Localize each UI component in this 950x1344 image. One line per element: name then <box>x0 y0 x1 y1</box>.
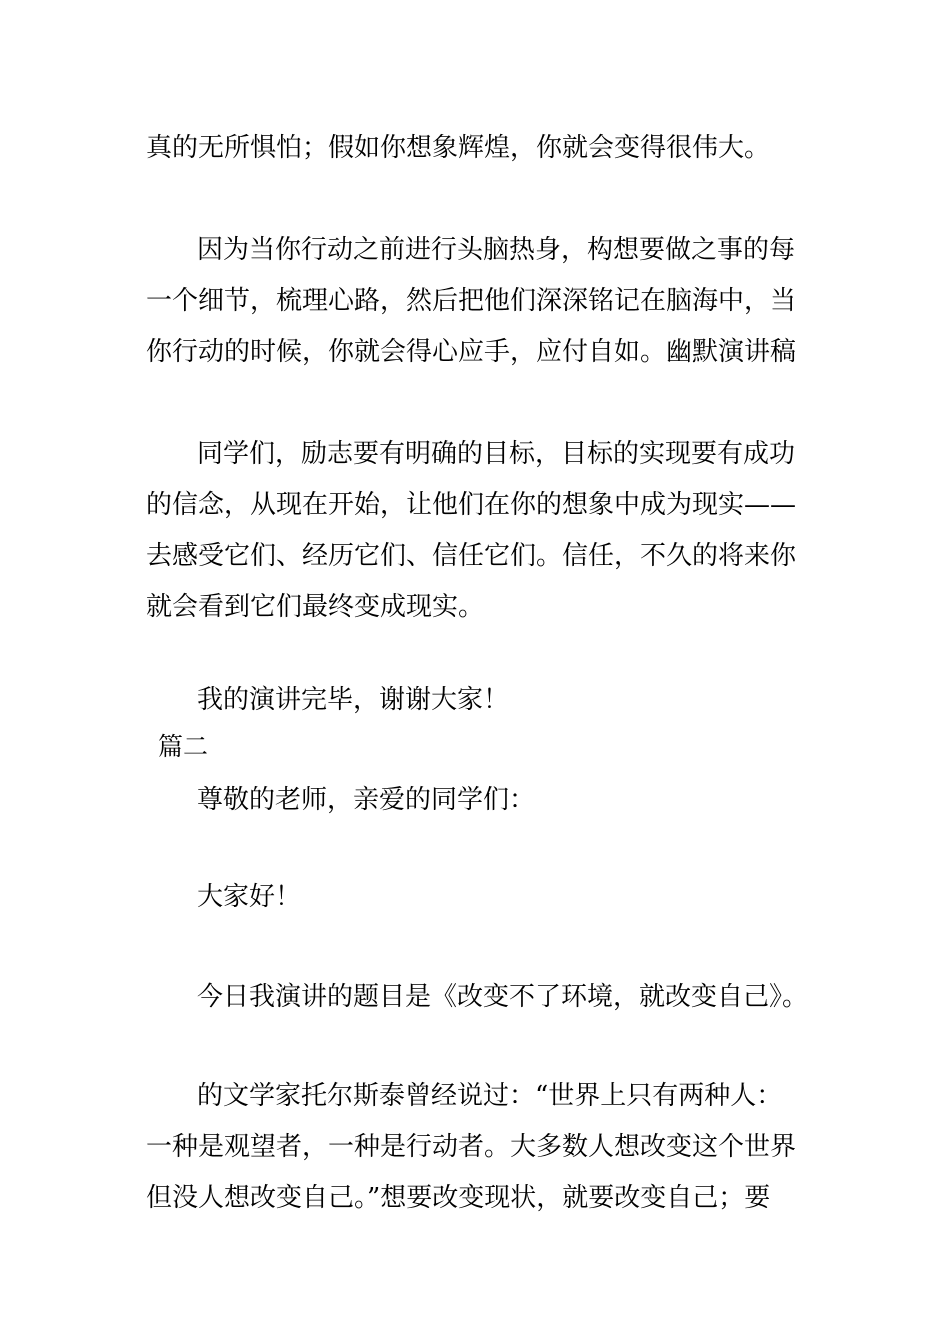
paragraph-8-line-1: 的文学家托尔斯泰曾经说过：“世界上只有两种人： <box>197 1081 783 1111</box>
paragraph-3-line-4: 就会看到它们最终变成现实。 <box>146 592 485 622</box>
paragraph-6-line-1: 大家好！ <box>197 882 302 912</box>
paragraph-8-line-3: 但没人想改变自己。”想要改变现状，就要改变自己；要 <box>146 1183 771 1213</box>
paragraph-2-line-3: 你行动的时候，你就会得心应手，应付自如。幽默演讲稿 <box>146 337 797 367</box>
paragraph-1-line-1: 真的无所惧怕；假如你想象辉煌，你就会变得很伟大。 <box>146 133 771 163</box>
paragraph-3-line-1: 同学们，励志要有明确的目标，目标的实现要有成功 <box>197 439 796 469</box>
paragraph-3-line-2: 的信念，从现在开始，让他们在你的想象中成为现实—— <box>146 490 797 520</box>
paragraph-2-line-1: 因为当你行动之前进行头脑热身，构想要做之事的每 <box>197 235 796 265</box>
paragraph-4-line-1: 我的演讲完毕，谢谢大家！ <box>197 685 510 715</box>
paragraph-3-line-3: 去感受它们、经历它们、信任它们。信任，不久的将来你 <box>146 541 797 571</box>
paragraph-7-line-1: 今日我演讲的题目是《改变不了环境，就改变自己》。 <box>197 982 809 1012</box>
paragraph-5-line-1: 尊敬的老师，亲爱的同学们： <box>197 785 536 815</box>
paragraph-2-line-2: 一个细节，梳理心路，然后把他们深深铭记在脑海中，当 <box>146 286 797 316</box>
section-heading: 篇二 <box>158 732 209 761</box>
paragraph-8-line-2: 一种是观望者，一种是行动者。大多数人想改变这个世界 <box>146 1132 797 1162</box>
